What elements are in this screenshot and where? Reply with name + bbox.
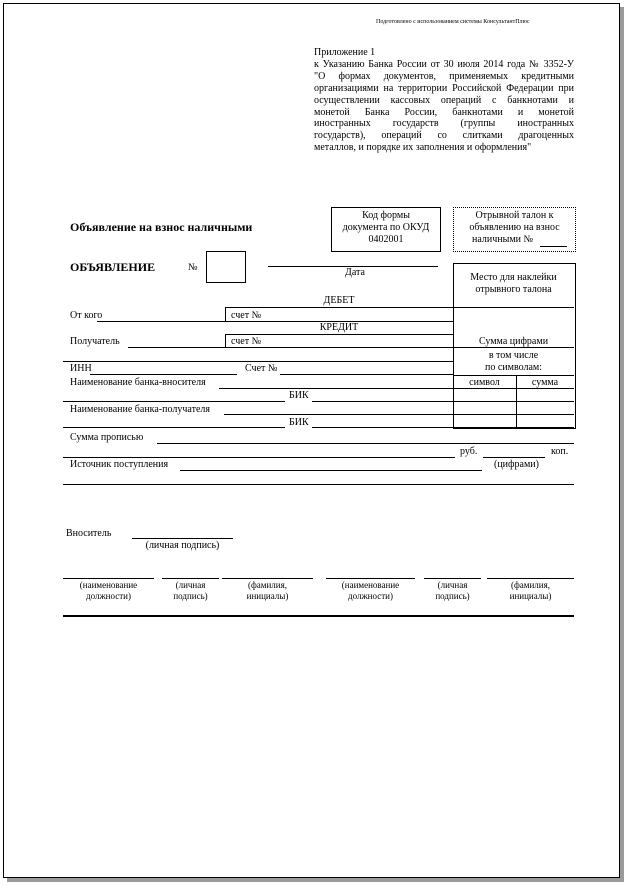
account3-label: Счет № <box>245 363 278 374</box>
document-number-field[interactable] <box>206 251 246 283</box>
signature-line[interactable] <box>63 578 154 579</box>
incl-line: по символам: <box>484 362 543 373</box>
signature-line[interactable] <box>222 578 313 579</box>
from-label: От кого <box>70 310 103 321</box>
bank-recipient-field-2[interactable] <box>63 427 285 428</box>
signature-caption <box>63 580 154 602</box>
signature-line[interactable] <box>487 578 574 579</box>
bik2-field[interactable] <box>312 427 574 428</box>
appendix-block <box>314 47 574 154</box>
caption-line: должности) <box>86 591 131 601</box>
signature-line[interactable] <box>326 578 415 579</box>
signature-caption <box>162 580 219 602</box>
bank-depositor-field[interactable] <box>219 388 453 389</box>
bank-recipient-label: Наименование банка-получателя <box>70 404 210 415</box>
appendix-line: организациями на территории Российской Федерации при <box>314 82 574 94</box>
incl-line: в том числе <box>488 350 539 361</box>
debit-line <box>225 307 453 308</box>
sum-digits-label: Сумма цифрами <box>478 336 549 347</box>
digits-label: (цифрами) <box>494 459 539 470</box>
date-label: Дата <box>345 267 365 278</box>
okud-code: 0402001 <box>368 234 404 245</box>
caption-line: (наименование <box>341 580 400 590</box>
signature-caption <box>487 580 574 602</box>
bank-depositor-field-2[interactable] <box>63 401 285 402</box>
signature-caption <box>424 580 481 602</box>
col-symbol-header: символ <box>469 377 500 388</box>
inn-label: ИНН <box>70 363 92 374</box>
appendix-line: к Указанию Банка России от 30 июля 2014 года № 3352-У <box>314 58 574 70</box>
appendix-line: "О формах документов, применяемых кредитными <box>314 70 574 82</box>
signature-line[interactable] <box>162 578 219 579</box>
sticker-line: Место для наклейки <box>470 272 557 283</box>
personal-signature-caption: (личная подпись) <box>145 540 220 551</box>
bik2-label: БИК <box>289 417 309 428</box>
debit-label: ДЕБЕТ <box>323 295 355 306</box>
sum-words-label: Сумма прописью <box>70 432 144 443</box>
signature-caption <box>222 580 313 602</box>
caption-line: (личная <box>175 580 206 590</box>
caption-line: (наименование <box>79 580 138 590</box>
right-divider <box>453 307 574 308</box>
right-divider <box>453 388 574 389</box>
appendix-line: металлов, и порядке их заполнения и оформления" <box>314 142 532 154</box>
okud-box <box>331 207 441 252</box>
doc-label: ОБЪЯВЛЕНИЕ <box>70 260 156 274</box>
caption-line: (фамилия, <box>247 580 288 590</box>
account-divider <box>225 307 226 321</box>
appendix-line: государств), операций со слитками драгоценных <box>314 130 574 142</box>
caption-line: подпись) <box>435 591 470 601</box>
okud-line: документа по ОКУД <box>342 222 430 233</box>
inn-field[interactable] <box>90 374 237 375</box>
signature-line[interactable] <box>424 578 481 579</box>
sticker-line: отрывного талона <box>475 284 552 295</box>
coupon-line: Отрывной талон к <box>475 210 554 221</box>
bik1-field[interactable] <box>312 401 453 402</box>
bank-recipient-field[interactable] <box>224 414 453 415</box>
recipient-label: Получатель <box>70 336 120 347</box>
appendix-line: монетой Банка России, банкнотами и монетой <box>314 106 574 118</box>
from-field[interactable] <box>97 321 225 322</box>
account3-field[interactable] <box>280 374 453 375</box>
form-title: Объявление на взнос наличными <box>70 220 253 234</box>
caption-line: инициалы) <box>509 591 552 601</box>
separator-line <box>63 484 574 485</box>
caption-line: (фамилия, <box>510 580 551 590</box>
right-divider <box>453 401 574 402</box>
bank-depositor-label: Наименование банка-вносителя <box>70 377 206 388</box>
source-label: Источник поступления <box>70 459 169 470</box>
caption-line: инициалы) <box>246 591 289 601</box>
number-sign: № <box>188 262 198 273</box>
bik1-label: БИК <box>289 390 309 401</box>
account1-label: счет № <box>231 310 262 321</box>
okud-line: Код формы <box>362 210 410 221</box>
credit-line <box>225 334 453 335</box>
right-divider <box>453 347 574 348</box>
bottom-rule <box>63 615 574 617</box>
caption-line: подпись) <box>173 591 208 601</box>
col-sum-header: сумма <box>531 377 559 388</box>
separator-line <box>63 361 453 362</box>
account2-field[interactable] <box>225 347 453 348</box>
source-field[interactable] <box>180 470 482 471</box>
right-divider <box>453 414 574 415</box>
sum-words-field-2[interactable] <box>63 457 455 458</box>
coupon-line: объявлению на взнос <box>469 222 560 233</box>
kop-label: коп. <box>551 446 569 457</box>
caption-line: (личная <box>437 580 468 590</box>
account2-label: счет № <box>231 336 262 347</box>
rub-field[interactable] <box>483 457 545 458</box>
coupon-number-label: наличными № <box>472 234 534 245</box>
rub-label: руб. <box>460 446 478 457</box>
prepared-note: Подготовлено с использованием системы КонсультантПлюс <box>376 19 530 25</box>
sum-words-field[interactable] <box>157 443 574 444</box>
depositor-label: Вноситель <box>66 528 112 539</box>
right-divider <box>453 375 574 376</box>
signature-caption <box>326 580 415 602</box>
depositor-signature-field[interactable] <box>132 538 233 539</box>
recipient-field[interactable] <box>128 347 225 348</box>
account-divider <box>225 334 226 347</box>
appendix-title: Приложение 1 <box>314 47 376 58</box>
caption-line: должности) <box>348 591 393 601</box>
appendix-line: осуществлении кассовых операций с банкнотами и <box>314 94 574 106</box>
appendix-line: иностранных государств (группы иностранных <box>314 118 574 130</box>
credit-label: КРЕДИТ <box>319 322 359 333</box>
coupon-number-line <box>540 246 567 247</box>
